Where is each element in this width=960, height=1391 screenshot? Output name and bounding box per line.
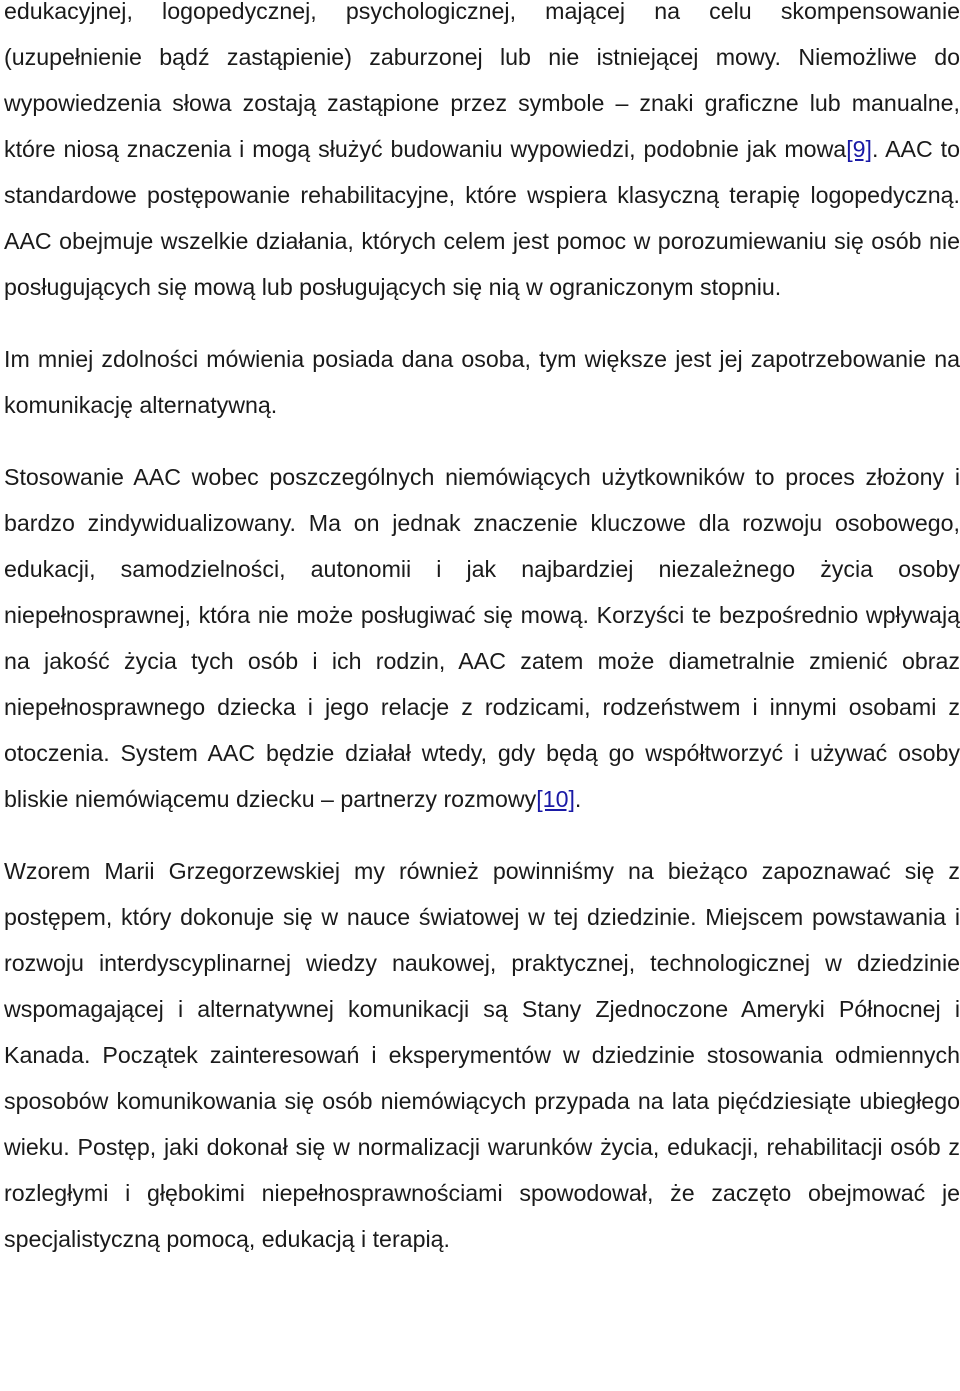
footnote-link-9[interactable]: [9] (846, 136, 872, 162)
paragraph-aac-usage (4, 454, 960, 822)
paragraph-text: Wzorem Marii Grzegorzewskiej my również powinniśmy na bieżąco zapoznawać się z postępem, który dokonuje się w nauce światowej w tej dziedzinie. Miejscem powstawania i rozwoju interdyscyplinarnej wiedzy naukowej, praktycznej, technologicznej w dziedzinie wspomagającej i alternatywnej komunikacji są Stany Zjednoczone Ameryki Północnej i Kanada. Początek zainteresowań i eksperymentów w dziedzinie stosowania odmiennych sposobów komunikowania się osób niemówiących przypada na lata pięćdziesiąte ubiegłego wieku. Postęp, jaki dokonał się w normalizacji warunków życia, edukacji, rehabilitacji osób z rozległymi i głębokimi niepełnosprawnościami spowodował, że zaczęto obejmować je specjalistyczną pomocą, edukacją i terapią. (4, 858, 960, 1252)
paragraph-communication-need (4, 336, 960, 428)
paragraph-text: Stosowanie AAC wobec poszczególnych niemówiących użytkowników to proces złożony i bardzo zindywidualizowany. Ma on jednak znaczenie kluczowe dla rozwoju osobowego, edukacji, samodzielności, autonomii i jak najbardziej niezależnego życia osoby niepełnosprawnej, która nie może posługiwać się mową. Korzyści te bezpośrednio wpływają na jakość życia tych osób i ich rodzin, AAC zatem może diametralnie zmienić obraz niepełnosprawnego dziecka i jego relacje z rodzicami, rodzeństwem i innymi osobami z otoczenia. System AAC będzie działał wtedy, gdy będą go współtworzyć i używać osoby bliskie niemówiącemu dziecku – partnerzy rozmowy (4, 464, 960, 812)
paragraph-text: . (574, 786, 582, 812)
paragraph-aac-definition (4, 0, 960, 310)
paragraph-text: . AAC to standardowe postępowanie rehabilitacyjne, które wspiera klasyczną terapię logopedyczną. AAC obejmuje wszelkie działania, których celem jest pomoc w porozumiewaniu się osób nie posługujących się mową lub posługujących się nią w ograniczonym stopniu. (4, 136, 960, 300)
paragraph-grzegorzewska (4, 848, 960, 1262)
footnote-link-10[interactable]: [10] (536, 786, 575, 812)
document-body (4, 0, 960, 1262)
paragraph-text: Im mniej zdolności mówienia posiada dana osoba, tym większe jest jej zapotrzebowanie na komunikację alternatywną. (4, 346, 960, 418)
paragraph-text: edukacyjnej, logopedycznej, psychologicznej, mającej na celu skompensowanie (uzupełnienie bądź zastąpienie) zaburzonej lub nie istniejącej mowy. Niemożliwe do wypowiedzenia słowa zostają zastąpione przez symbole – znaki graficzne lub manualne, które niosą znaczenia i mogą służyć budowaniu wypowiedzi, podobnie jak mowa (4, 0, 960, 162)
